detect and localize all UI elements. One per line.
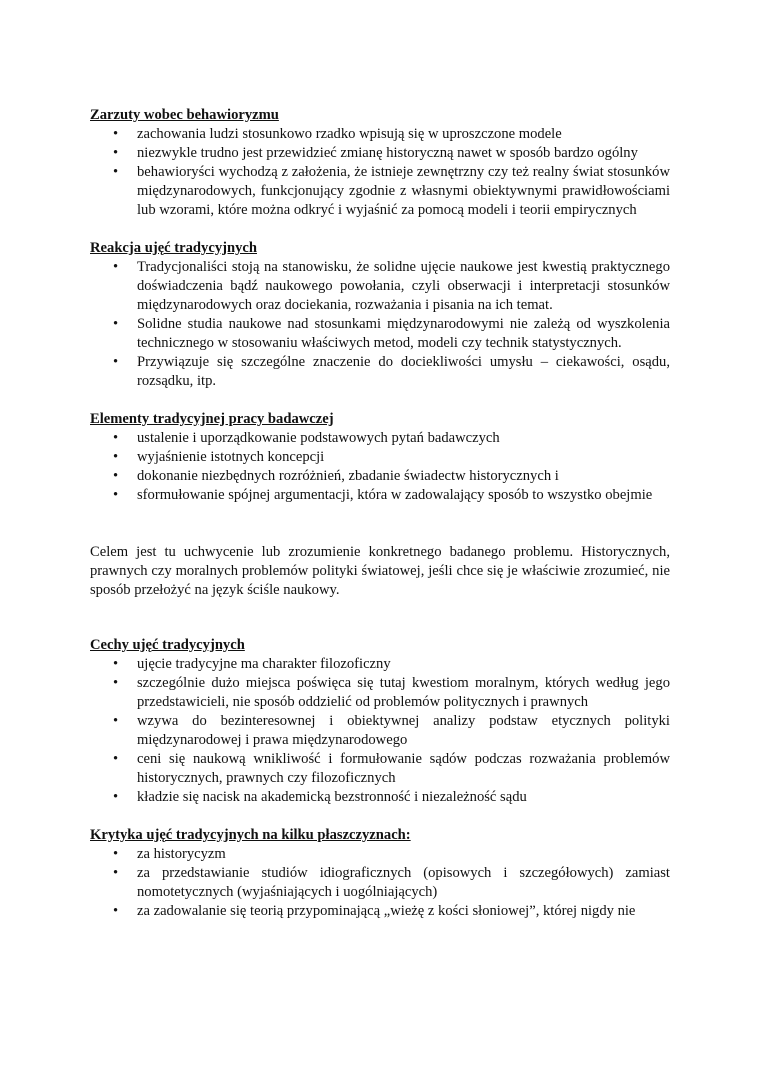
list-item: • dokonanie niezbędnych rozróżnień, zbadanie świadectw historycznych i — [90, 467, 670, 486]
list-item: • za zadowalanie się teorią przypominającą „wieżę z kości słoniowej”, której nigdy nie — [90, 902, 670, 921]
section-heading: Cechy ujęć tradycyjnych — [90, 637, 245, 653]
list-item: • sformułowanie spójnej argumentacji, która w zadowalający sposób to wszystko obejmie — [90, 486, 670, 505]
section-heading: Zarzuty wobec behawioryzmu — [90, 107, 279, 123]
list-item: • szczególnie dużo miejsca poświęca się tutaj kwestiom moralnym, których według jego przedstawicieli, nie sposób oddzielić od problemów politycznych i prawnych — [90, 674, 670, 712]
bullet-list — [90, 258, 670, 391]
list-item: • zachowania ludzi stosunkowo rzadko wpisują się w uproszczone modele — [90, 125, 670, 144]
section-heading: Krytyka ujęć tradycyjnych na kilku płaszczyznach: — [90, 827, 411, 843]
body-paragraph: Celem jest tu uchwycenie lub zrozumienie konkretnego badanego problemu. Historycznych, prawnych czy moralnych problemów polityki światowej, jeśli chce się je właściwie zrozumieć, nie sposób przełożyć na język ściśle naukowy. — [90, 544, 670, 598]
list-item: • behawioryści wychodzą z założenia, że istnieje zewnętrzny czy też realny świat stosunków międzynarodowych, funkcjonujący zgodnie z własnymi obiektywnymi prawidłowościami lub wzorami, które można odkryć i wyjaśnić za pomocą modeli i teorii empirycznych — [90, 163, 670, 220]
list-item: • wzywa do bezinteresownej i obiektywnej analizy podstaw etycznych polityki międzynarodowej i prawa międzynarodowego — [90, 712, 670, 750]
list-item: • ustalenie i uporządkowanie podstawowych pytań badawczych — [90, 429, 670, 448]
bullet-list — [90, 845, 670, 921]
list-item: • ceni się naukową wnikliwość i formułowanie sądów podczas rozważania problemów historycznych, prawnych czy filozoficznych — [90, 750, 670, 788]
list-item: • wyjaśnienie istotnych koncepcji — [90, 448, 670, 467]
list-item: • kładzie się nacisk na akademicką bezstronność i niezależność sądu — [90, 788, 670, 807]
bullet-list — [90, 655, 670, 807]
list-item: • niezwykle trudno jest przewidzieć zmianę historyczną nawet w sposób bardzo ogólny — [90, 144, 670, 163]
bullet-list — [90, 125, 670, 220]
section-heading: Elementy tradycyjnej pracy badawczej — [90, 411, 334, 427]
document-page — [90, 106, 670, 921]
list-item: • Solidne studia naukowe nad stosunkami międzynarodowymi nie zależą od wyszkolenia technicznego w stosowaniu właściwych metod, modeli czy technik statystycznych. — [90, 315, 670, 353]
list-item: • za historycyzm — [90, 845, 670, 864]
section-heading: Reakcja ujęć tradycyjnych — [90, 240, 257, 256]
list-item: • za przedstawianie studiów idiograficznych (opisowych i szczegółowych) zamiast nomotetycznych (wyjaśniających i uogólniających) — [90, 864, 670, 902]
bullet-list — [90, 429, 670, 505]
list-item: • Przywiązuje się szczególne znaczenie do dociekliwości umysłu – ciekawości, osądu, rozsądku, itp. — [90, 353, 670, 391]
list-item: • Tradycjonaliści stoją na stanowisku, że solidne ujęcie naukowe jest kwestią praktycznego doświadczenia bądź naukowego powołania, czyli obserwacji i interpretacji stosunków międzynarodowych oraz dociekania, rozważania i pisania na ich temat. — [90, 258, 670, 315]
list-item: • ujęcie tradycyjne ma charakter filozoficzny — [90, 655, 670, 674]
